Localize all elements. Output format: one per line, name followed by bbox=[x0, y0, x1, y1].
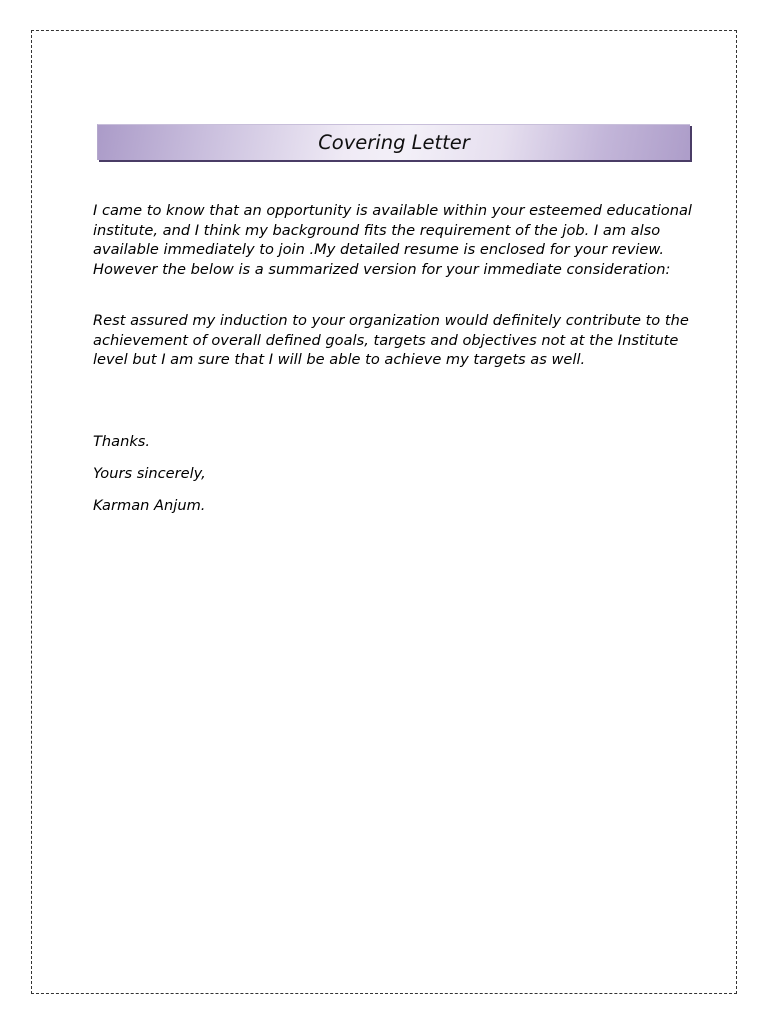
letter-paragraph-2: Rest assured my induction to your organization would definitely contribute to the achievement of overall defined goals, targets and objectives not at the Institute level but I am sure that I will be able to achieve my targets as well. bbox=[93, 312, 689, 368]
letter-title: Covering Letter bbox=[318, 131, 470, 154]
letter-paragraph-1: I came to know that an opportunity is available within your esteemed educational institute, and I think my background fits the requirement of the job. I am also available immediately to join .My detailed resume is enclosed for your review. However the below is a summarized version for your immediate consideration: bbox=[93, 202, 692, 278]
letter-signature: Karman Anjum. bbox=[93, 497, 206, 514]
title-banner bbox=[97, 124, 690, 160]
letter-closing: Yours sincerely, bbox=[93, 465, 206, 482]
letter-thanks: Thanks. bbox=[93, 433, 151, 450]
